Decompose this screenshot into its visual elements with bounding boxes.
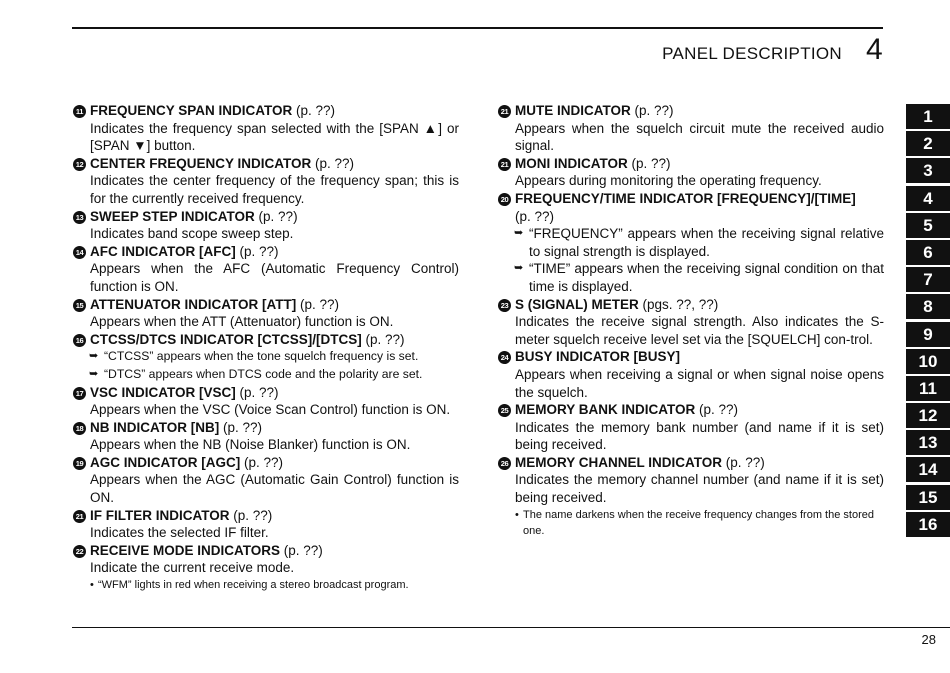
description-entry <box>498 454 884 539</box>
entry-description: Indicates the memory bank number (and name if it is set) being received. <box>515 419 884 453</box>
description-entry <box>73 542 459 593</box>
top-rule <box>72 27 883 29</box>
entry-number-badge: 20 <box>498 193 511 206</box>
entry-title: IF FILTER INDICATOR <box>90 507 230 523</box>
description-entry <box>73 419 459 454</box>
entry-title: MONI INDICATOR <box>515 155 628 171</box>
entry-heading <box>498 454 884 472</box>
entry-heading <box>73 454 459 472</box>
entry-heading <box>73 542 459 560</box>
entry-description: Appears when the VSC (Voice Scan Control) function is ON. <box>90 402 451 418</box>
entry-description: Indicates the receive signal strength. Also indicates the S-meter squelch receive level set via the [SQUELCH] con-trol. <box>515 314 884 347</box>
entry-number-badge: 22 <box>73 545 86 558</box>
description-entry <box>73 296 459 331</box>
entry-description: Indicates the selected IF filter. <box>90 525 269 541</box>
entry-title: MUTE INDICATOR <box>515 103 631 118</box>
page-reference: (p. ??) <box>361 331 405 347</box>
entry-bullet-text: “TIME” appears when the receiving signal condition on that time is displayed. <box>529 261 884 294</box>
chapter-tab-2[interactable]: 2 <box>906 131 950 156</box>
entry-bullet <box>73 348 459 366</box>
page-reference: (p. ??) <box>280 542 323 558</box>
chapter-tab-3[interactable]: 3 <box>906 158 950 183</box>
entry-number-badge: 13 <box>73 211 86 224</box>
entry-description: Appears when the squelch circuit mute the received audio signal. <box>515 120 884 154</box>
arrow-bullet-icon: ➥ <box>89 367 99 380</box>
page-reference: (p. ??) <box>627 155 671 171</box>
entry-description: Appears when receiving a signal or when signal noise opens the squelch. <box>515 366 884 400</box>
entry-heading <box>498 401 884 419</box>
arrow-bullet-icon: ➥ <box>514 262 524 275</box>
chapter-tab-5[interactable]: 5 <box>906 213 950 238</box>
description-entry <box>73 102 459 155</box>
entry-bullet <box>73 366 459 384</box>
entry-number-badge: 21 <box>498 158 511 171</box>
entry-number-badge: 21 <box>73 510 86 523</box>
page-reference: (p. ??) <box>311 155 355 171</box>
page-reference: (p. ??) <box>296 296 340 312</box>
description-entry <box>73 331 459 384</box>
entry-heading <box>73 208 459 226</box>
entry-description: Indicates the center frequency of the frequency span; this is for the currently received frequency. <box>90 173 459 206</box>
description-entry <box>498 348 884 401</box>
description-entry <box>73 454 459 507</box>
entry-number-badge: 21 <box>498 105 511 118</box>
entry-description: Indicates the frequency span selected with the [SPAN ▲] or [SPAN ▼] button. <box>90 120 459 154</box>
chapter-tab-15[interactable]: 15 <box>906 485 950 510</box>
entry-bullet <box>498 225 884 260</box>
page-reference: (p. ??) <box>235 243 279 259</box>
entry-heading <box>498 155 884 173</box>
entry-number-badge: 18 <box>73 422 86 435</box>
entry-description: Indicate the current receive mode. <box>90 560 295 576</box>
description-entry <box>73 243 459 296</box>
entry-number-badge: 24 <box>498 351 511 364</box>
page-reference: (p. ??) <box>630 103 674 118</box>
entry-number-badge: 12 <box>73 158 86 171</box>
chapter-tab-10[interactable]: 10 <box>906 349 950 374</box>
entry-heading <box>498 296 884 314</box>
entry-note-text: The name darkens when the receive frequency changes from the stored one. <box>523 508 874 537</box>
description-entry <box>73 155 459 208</box>
entry-note <box>73 577 459 593</box>
entry-heading <box>73 102 459 120</box>
entry-title: S (SIGNAL) METER <box>515 296 639 312</box>
entry-description: Indicates band scope sweep step. <box>90 226 294 242</box>
entry-note <box>498 507 884 539</box>
chapter-tab-7[interactable]: 7 <box>906 267 950 292</box>
entry-heading <box>73 507 459 525</box>
entry-number-badge: 15 <box>73 299 86 312</box>
chapter-tab-14[interactable]: 14 <box>906 457 950 482</box>
entry-title: FREQUENCY/TIME INDICATOR [FREQUENCY]/[TIME] <box>515 190 856 206</box>
entry-bullet-text: “CTCSS” appears when the tone squelch frequency is set. <box>104 349 419 364</box>
entry-number-badge: 23 <box>498 299 511 312</box>
entry-title: BUSY INDICATOR [BUSY] <box>515 349 681 365</box>
entry-title: CTCSS/DTCS INDICATOR [CTCSS]/[DTCS] <box>90 331 362 347</box>
entry-heading <box>73 331 459 349</box>
chapter-tab-9[interactable]: 9 <box>906 322 950 347</box>
entry-heading <box>73 419 459 437</box>
entry-heading <box>498 102 884 120</box>
entry-bullet-text: “FREQUENCY” appears when the receiving signal relative to signal strength is displayed. <box>529 226 884 259</box>
entry-description: Appears during monitoring the operating frequency. <box>515 173 822 189</box>
description-entry <box>498 296 884 349</box>
entry-heading <box>73 155 459 173</box>
page-reference: (pgs. ??, ??) <box>638 296 719 312</box>
description-entry <box>498 102 884 155</box>
page-reference: (p. ??) <box>240 454 284 470</box>
entry-title: CENTER FREQUENCY INDICATOR <box>90 155 312 171</box>
entry-description: Appears when the AGC (Automatic Gain Control) function is ON. <box>90 472 459 506</box>
entry-note-text: “WFM” lights in red when receiving a stereo broadcast program. <box>98 579 409 592</box>
chapter-tab-8[interactable]: 8 <box>906 294 950 319</box>
section-title: PANEL DESCRIPTION <box>662 44 842 63</box>
chapter-tab-13[interactable]: 13 <box>906 430 950 455</box>
entry-number-badge: 17 <box>73 387 86 400</box>
entry-description: Appears when the ATT (Attenuator) function is ON. <box>90 314 394 330</box>
entry-title: MEMORY BANK INDICATOR <box>515 402 696 418</box>
entry-bullet <box>498 260 884 295</box>
page-number: 28 <box>921 632 936 647</box>
right-column <box>498 102 884 539</box>
description-entry <box>498 190 884 296</box>
arrow-bullet-icon: ➥ <box>89 350 99 363</box>
entry-description: Appears when the AFC (Automatic Frequency Control) function is ON. <box>90 261 459 294</box>
chapter-number: 4 <box>866 33 883 66</box>
page-reference: (p. ??) <box>254 208 298 224</box>
page-reference: (p. ??) <box>229 507 273 523</box>
entry-heading <box>73 384 459 402</box>
entry-heading <box>73 243 459 261</box>
entry-title: MEMORY CHANNEL INDICATOR <box>515 454 723 470</box>
chapter-tabs <box>906 104 950 539</box>
entry-heading <box>498 190 884 208</box>
entry-title: FREQUENCY SPAN INDICATOR <box>90 103 293 118</box>
chapter-tab-6[interactable]: 6 <box>906 240 950 265</box>
description-entry <box>73 208 459 243</box>
description-entry <box>498 401 884 454</box>
entry-bullet-text: “DTCS” appears when DTCS code and the polarity are set. <box>104 366 423 381</box>
entry-number-badge: 19 <box>73 457 86 470</box>
entry-heading <box>73 296 459 314</box>
entry-number-badge: 26 <box>498 457 511 470</box>
entry-title: AFC INDICATOR [AFC] <box>90 243 236 259</box>
chapter-tab-11[interactable]: 11 <box>906 376 950 401</box>
entry-title: ATTENUATOR INDICATOR [ATT] <box>90 296 297 312</box>
description-entry <box>73 384 459 419</box>
entry-heading <box>498 348 884 366</box>
dot-bullet-icon: • <box>515 508 519 521</box>
page-reference: (p. ??) <box>292 103 336 118</box>
bottom-rule <box>72 627 950 628</box>
chapter-tab-16[interactable]: 16 <box>906 512 950 537</box>
arrow-bullet-icon: ➥ <box>514 227 524 240</box>
chapter-tab-4[interactable]: 4 <box>906 186 950 211</box>
entry-title: VSC INDICATOR [VSC] <box>90 384 236 400</box>
entry-description: Indicates the memory channel number (and name if it is set) being received. <box>515 472 884 506</box>
page-reference: (p. ??) <box>722 454 765 470</box>
page-reference: (p. ??) <box>235 384 279 400</box>
page-reference: (p. ??) <box>515 208 555 224</box>
entry-description: Appears when the NB (Noise Blanker) function is ON. <box>90 437 411 453</box>
entry-number-badge: 11 <box>73 105 86 118</box>
entry-title: AGC INDICATOR [AGC] <box>90 454 241 470</box>
entry-title: RECEIVE MODE INDICATORS <box>90 542 281 558</box>
left-column <box>73 102 459 593</box>
description-entry <box>73 507 459 542</box>
description-entry <box>498 155 884 190</box>
dot-bullet-icon: • <box>90 579 94 592</box>
entry-number-badge: 25 <box>498 404 511 417</box>
entry-title: SWEEP STEP INDICATOR <box>90 208 255 224</box>
page-reference: (p. ??) <box>219 419 263 435</box>
page-reference: (p. ??) <box>695 402 739 418</box>
chapter-tab-1[interactable]: 1 <box>906 104 950 129</box>
entry-number-badge: 16 <box>73 334 86 347</box>
chapter-tab-12[interactable]: 12 <box>906 403 950 428</box>
entry-number-badge: 14 <box>73 246 86 259</box>
entry-title: NB INDICATOR [NB] <box>90 419 220 435</box>
